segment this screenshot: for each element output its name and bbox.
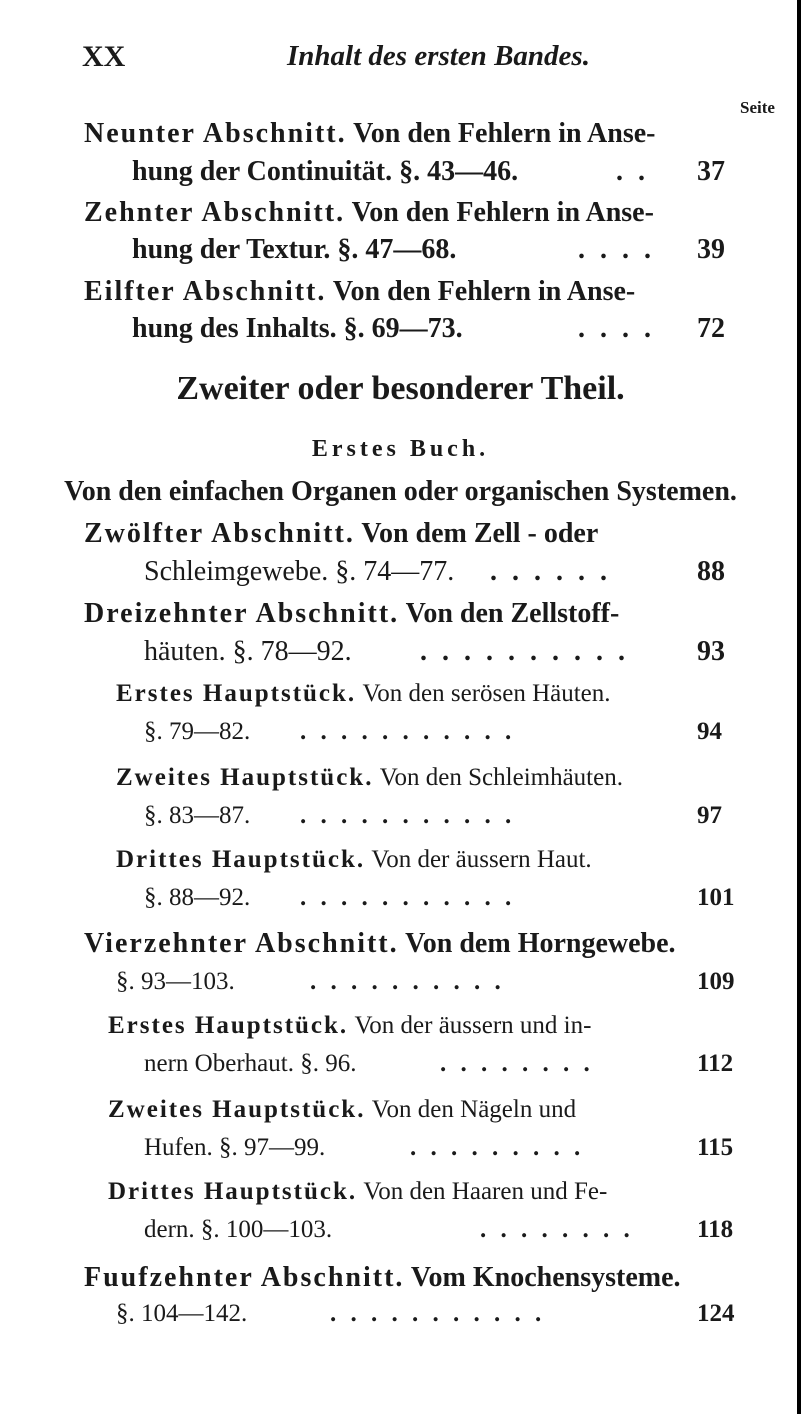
entry-heading: Zehnter Abschnitt.	[84, 197, 346, 228]
entry-text: §. 83—87.	[144, 802, 251, 829]
leader-dots: . . . . . . . . . . .	[300, 884, 516, 911]
entry-heading: Zweites Hauptstück.	[108, 1096, 366, 1123]
entry-heading: Drittes Hauptstück.	[108, 1178, 358, 1205]
page-number: 124	[697, 1300, 735, 1327]
page-number: 115	[697, 1134, 734, 1161]
entry-text: Von der äussern Haut.	[371, 846, 592, 873]
leader-dots: . . . . . . . . . .	[420, 636, 629, 667]
entry-text: Von den Fehlern in Anse-	[351, 197, 654, 228]
page-number: 72	[697, 313, 725, 344]
entry-heading: Drittes Hauptstück.	[116, 846, 366, 873]
page-header	[82, 40, 722, 80]
entry-text: §. 104—142.	[116, 1300, 248, 1327]
entry-text: Hufen. §. 97—99.	[144, 1134, 326, 1161]
entry-heading: Erstes Hauptstück.	[108, 1012, 349, 1039]
page-number: 88	[697, 556, 725, 587]
leader-dots: . . . .	[578, 234, 655, 265]
page-edge	[797, 0, 801, 1414]
entry-text: Von den Nägeln und	[371, 1096, 577, 1123]
entry-text: Von dem Zell - oder	[361, 518, 599, 549]
entry-text: hung der Continuität. §. 43—46.	[132, 156, 519, 187]
entry-text: dern. §. 100—103.	[144, 1216, 333, 1243]
page-number: 101	[697, 884, 735, 911]
entry-text: häuten. §. 78—92.	[144, 636, 352, 667]
entry-text: Von den Zellstoff-	[405, 598, 620, 629]
page-number: 39	[697, 234, 725, 265]
part-title: Zweiter oder besonderer Theil.	[176, 370, 625, 407]
leader-dots: . . . . . . . . . .	[310, 968, 505, 995]
page-number: 93	[697, 636, 725, 667]
entry-text: Von den Fehlern in Anse-	[353, 118, 656, 149]
entry-text: nern Oberhaut. §. 96.	[144, 1050, 357, 1077]
entry-text: Schleimgewebe. §. 74—77.	[144, 556, 455, 587]
book-title: Erstes Buch.	[311, 436, 490, 462]
running-title: Inhalt des ersten Bandes.	[287, 40, 590, 72]
entry-text: Von den Haaren und Fe-	[363, 1178, 608, 1205]
page-number: 37	[697, 156, 725, 187]
page-number: 97	[697, 802, 722, 829]
entry-text: §. 79—82.	[144, 718, 251, 745]
page-numeral: XX	[82, 40, 126, 73]
leader-dots: . . . . . .	[490, 556, 611, 587]
leader-dots: . . . . . . . . . . .	[330, 1300, 546, 1327]
leader-dots: . . . . . . . . .	[410, 1134, 585, 1161]
leader-dots: . . . . . . . .	[440, 1050, 594, 1077]
entry-text: Von den Schleimhäuten.	[379, 764, 623, 791]
entry-heading: Erstes Hauptstück.	[116, 680, 357, 707]
entry-heading: Zwölfter Abschnitt.	[84, 518, 355, 549]
page-number: 94	[697, 718, 722, 745]
book-subtitle: Von den einfachen Organen oder organischen Systemen.	[64, 476, 737, 507]
page-number: 109	[697, 968, 735, 995]
leader-dots: . . . . . . . .	[480, 1216, 634, 1243]
entry-heading: Vierzehnter Abschnitt.	[84, 928, 399, 959]
entry-text: Von der äussern und in-	[354, 1012, 592, 1039]
entry-heading: Neunter Abschnitt.	[84, 118, 347, 149]
entry-heading: Dreizehnter Abschnitt.	[84, 598, 400, 629]
leader-dots: . . . . . . . . . . .	[300, 802, 516, 829]
entry-text: Von den Fehlern in Anse-	[332, 276, 636, 307]
entry-text: §. 88—92.	[144, 884, 251, 911]
entry-text: §. 93—103.	[116, 968, 235, 995]
entry-heading: Eilfter Abschnitt.	[84, 276, 327, 307]
entry-heading: Zweites Hauptstück.	[116, 764, 374, 791]
leader-dots: . . . . . . . . . . .	[300, 718, 516, 745]
page-number: 118	[697, 1216, 734, 1243]
entry-text: hung der Textur. §. 47—68.	[132, 234, 457, 265]
entry-text: Von den serösen Häuten.	[362, 680, 611, 707]
leader-dots: . .	[616, 156, 649, 187]
entry-heading: Fuufzehnter Abschnitt.	[84, 1262, 405, 1293]
page-number: 112	[697, 1050, 734, 1077]
leader-dots: . . . .	[578, 313, 655, 344]
entry-text: hung des Inhalts. §. 69—73.	[132, 313, 463, 344]
entry-text: Vom Knochensysteme.	[410, 1262, 681, 1293]
entry-text: Von dem Horngewebe.	[405, 928, 676, 959]
page-column-label: Seite	[740, 98, 775, 117]
